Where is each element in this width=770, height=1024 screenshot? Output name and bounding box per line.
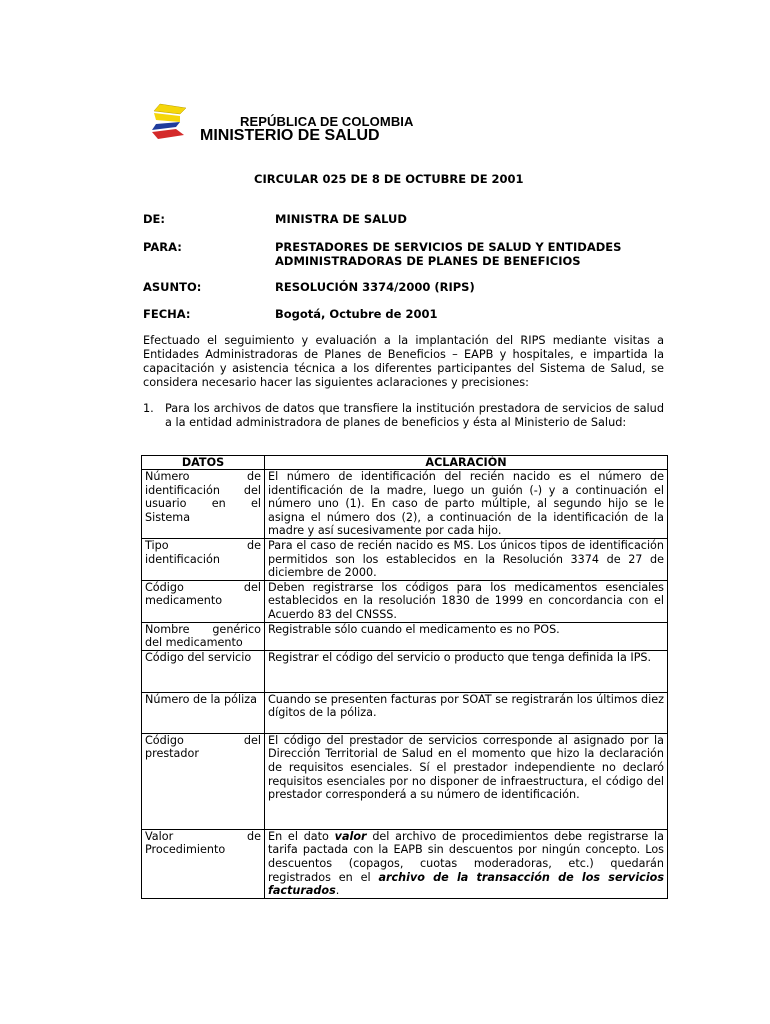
list-item-text: Para los archivos de datos que transfiere la institución prestadora de servicios de salud a la entidad administradora de planes de beneficios y ésta al Ministerio de Salud: [165, 402, 664, 429]
table-row [142, 733, 668, 829]
de-label: DE: [143, 212, 166, 226]
aclaracion-text: del archivo de procedimientos debe registrarse la tarifa pactada con la EAPB sin descuentos por ningún concepto. Los descuentos (copagos, cuotas moderadoras, etc.) quedarán registrados en el [268, 829, 664, 884]
table-row [142, 622, 668, 650]
row-dato: Código del servicio [142, 650, 265, 692]
row-dato: Código del medicamento [142, 580, 265, 622]
list-item-1 [143, 402, 664, 430]
row-aclaracion: Cuando se presenten facturas por SOAT se registrarán los últimos diez dígitos de la póliza. [265, 692, 668, 733]
ministry-heading: MINISTERIO DE SALUD [200, 127, 380, 144]
row-aclaracion: Para el caso de recién nacido es MS. Los únicos tipos de identificación permitidos son los establecidos en la Resolución 3374 de 27 de diciembre de 2000. [265, 538, 668, 580]
row-aclaracion: El número de identificación del recién nacido es el número de identificación de la madre, luego un guión (-) y a continuación el número uno (1). En caso de parto múltiple, al segundo hijo se le asigna el número dos (2), a continuación de la identificación de la madre y así sucesivamente por cada hijo. [265, 470, 668, 539]
ministry-logo-icon [150, 102, 190, 142]
table-row [142, 538, 668, 580]
table-row [142, 580, 668, 622]
para-value-line1: PRESTADORES DE SERVICIOS DE SALUD Y ENTIDADES [275, 240, 622, 254]
intro-paragraph: Efectuado el seguimiento y evaluación a la implantación del RIPS mediante visitas a Entidades Administradoras de Planes de Beneficios – EAPB y hospitales, e impartida la capacitación y asistencia técnica a los diferentes participantes del Sistema de Salud, se considera necesario hacer las siguientes aclaraciones y precisiones: [143, 334, 664, 389]
row-dato: Valor de Procedimiento [142, 829, 265, 898]
clarifications-table [141, 455, 668, 899]
table-row [142, 692, 668, 733]
table-header-row [142, 456, 668, 470]
aclaracion-emphasis: archivo de la transacción de los servicios facturados [268, 870, 664, 898]
fecha-value: Bogotá, Octubre de 2001 [275, 307, 438, 321]
row-aclaracion: Deben registrarse los códigos para los medicamentos esenciales establecidos en la resolución 1830 de 1999 en concordancia con el Acuerdo 83 del CNSSS. [265, 580, 668, 622]
table-row [142, 470, 668, 539]
row-dato: Tipo de identificación [142, 538, 265, 580]
fecha-label: FECHA: [143, 307, 191, 321]
de-value: MINISTRA DE SALUD [275, 212, 407, 226]
para-label: PARA: [143, 240, 182, 254]
para-value-line2: ADMINISTRADORAS DE PLANES DE BENEFICIOS [275, 254, 581, 268]
row-aclaracion [265, 829, 668, 898]
circular-title: CIRCULAR 025 DE 8 DE OCTUBRE DE 2001 [254, 172, 524, 186]
table-row [142, 650, 668, 692]
row-dato: Número de identificación del usuario en el Sistema [142, 470, 265, 539]
header-datos: DATOS [142, 456, 265, 470]
list-item-number: 1. [143, 402, 154, 415]
row-dato: Número de la póliza [142, 692, 265, 733]
aclaracion-text: . [335, 884, 340, 898]
asunto-value: RESOLUCIÓN 3374/2000 (RIPS) [275, 280, 475, 294]
row-dato: Nombre genérico del medicamento [142, 622, 265, 650]
asunto-label: ASUNTO: [143, 280, 202, 294]
row-aclaracion: El código del prestador de servicios corresponde al asignado por la Dirección Territorial de Salud en el momento que hizo la declaración de requisitos esenciales. Sí el prestador independiente no declaró requisitos esenciales por no disponer de infraestructura, el código del prestador corresponderá a su número de identificación. [265, 733, 668, 829]
header-aclaracion: ACLARACIÓN [265, 456, 668, 470]
table-row [142, 829, 668, 898]
aclaracion-emphasis: valor [334, 829, 367, 843]
row-aclaracion: Registrar el código del servicio o producto que tenga definida la IPS. [265, 650, 668, 692]
aclaracion-text: En el dato [268, 829, 335, 843]
row-aclaracion: Registrable sólo cuando el medicamento es no POS. [265, 622, 668, 650]
row-dato: Código del prestador [142, 733, 265, 829]
republic-heading: REPÚBLICA DE COLOMBIA [240, 114, 414, 129]
